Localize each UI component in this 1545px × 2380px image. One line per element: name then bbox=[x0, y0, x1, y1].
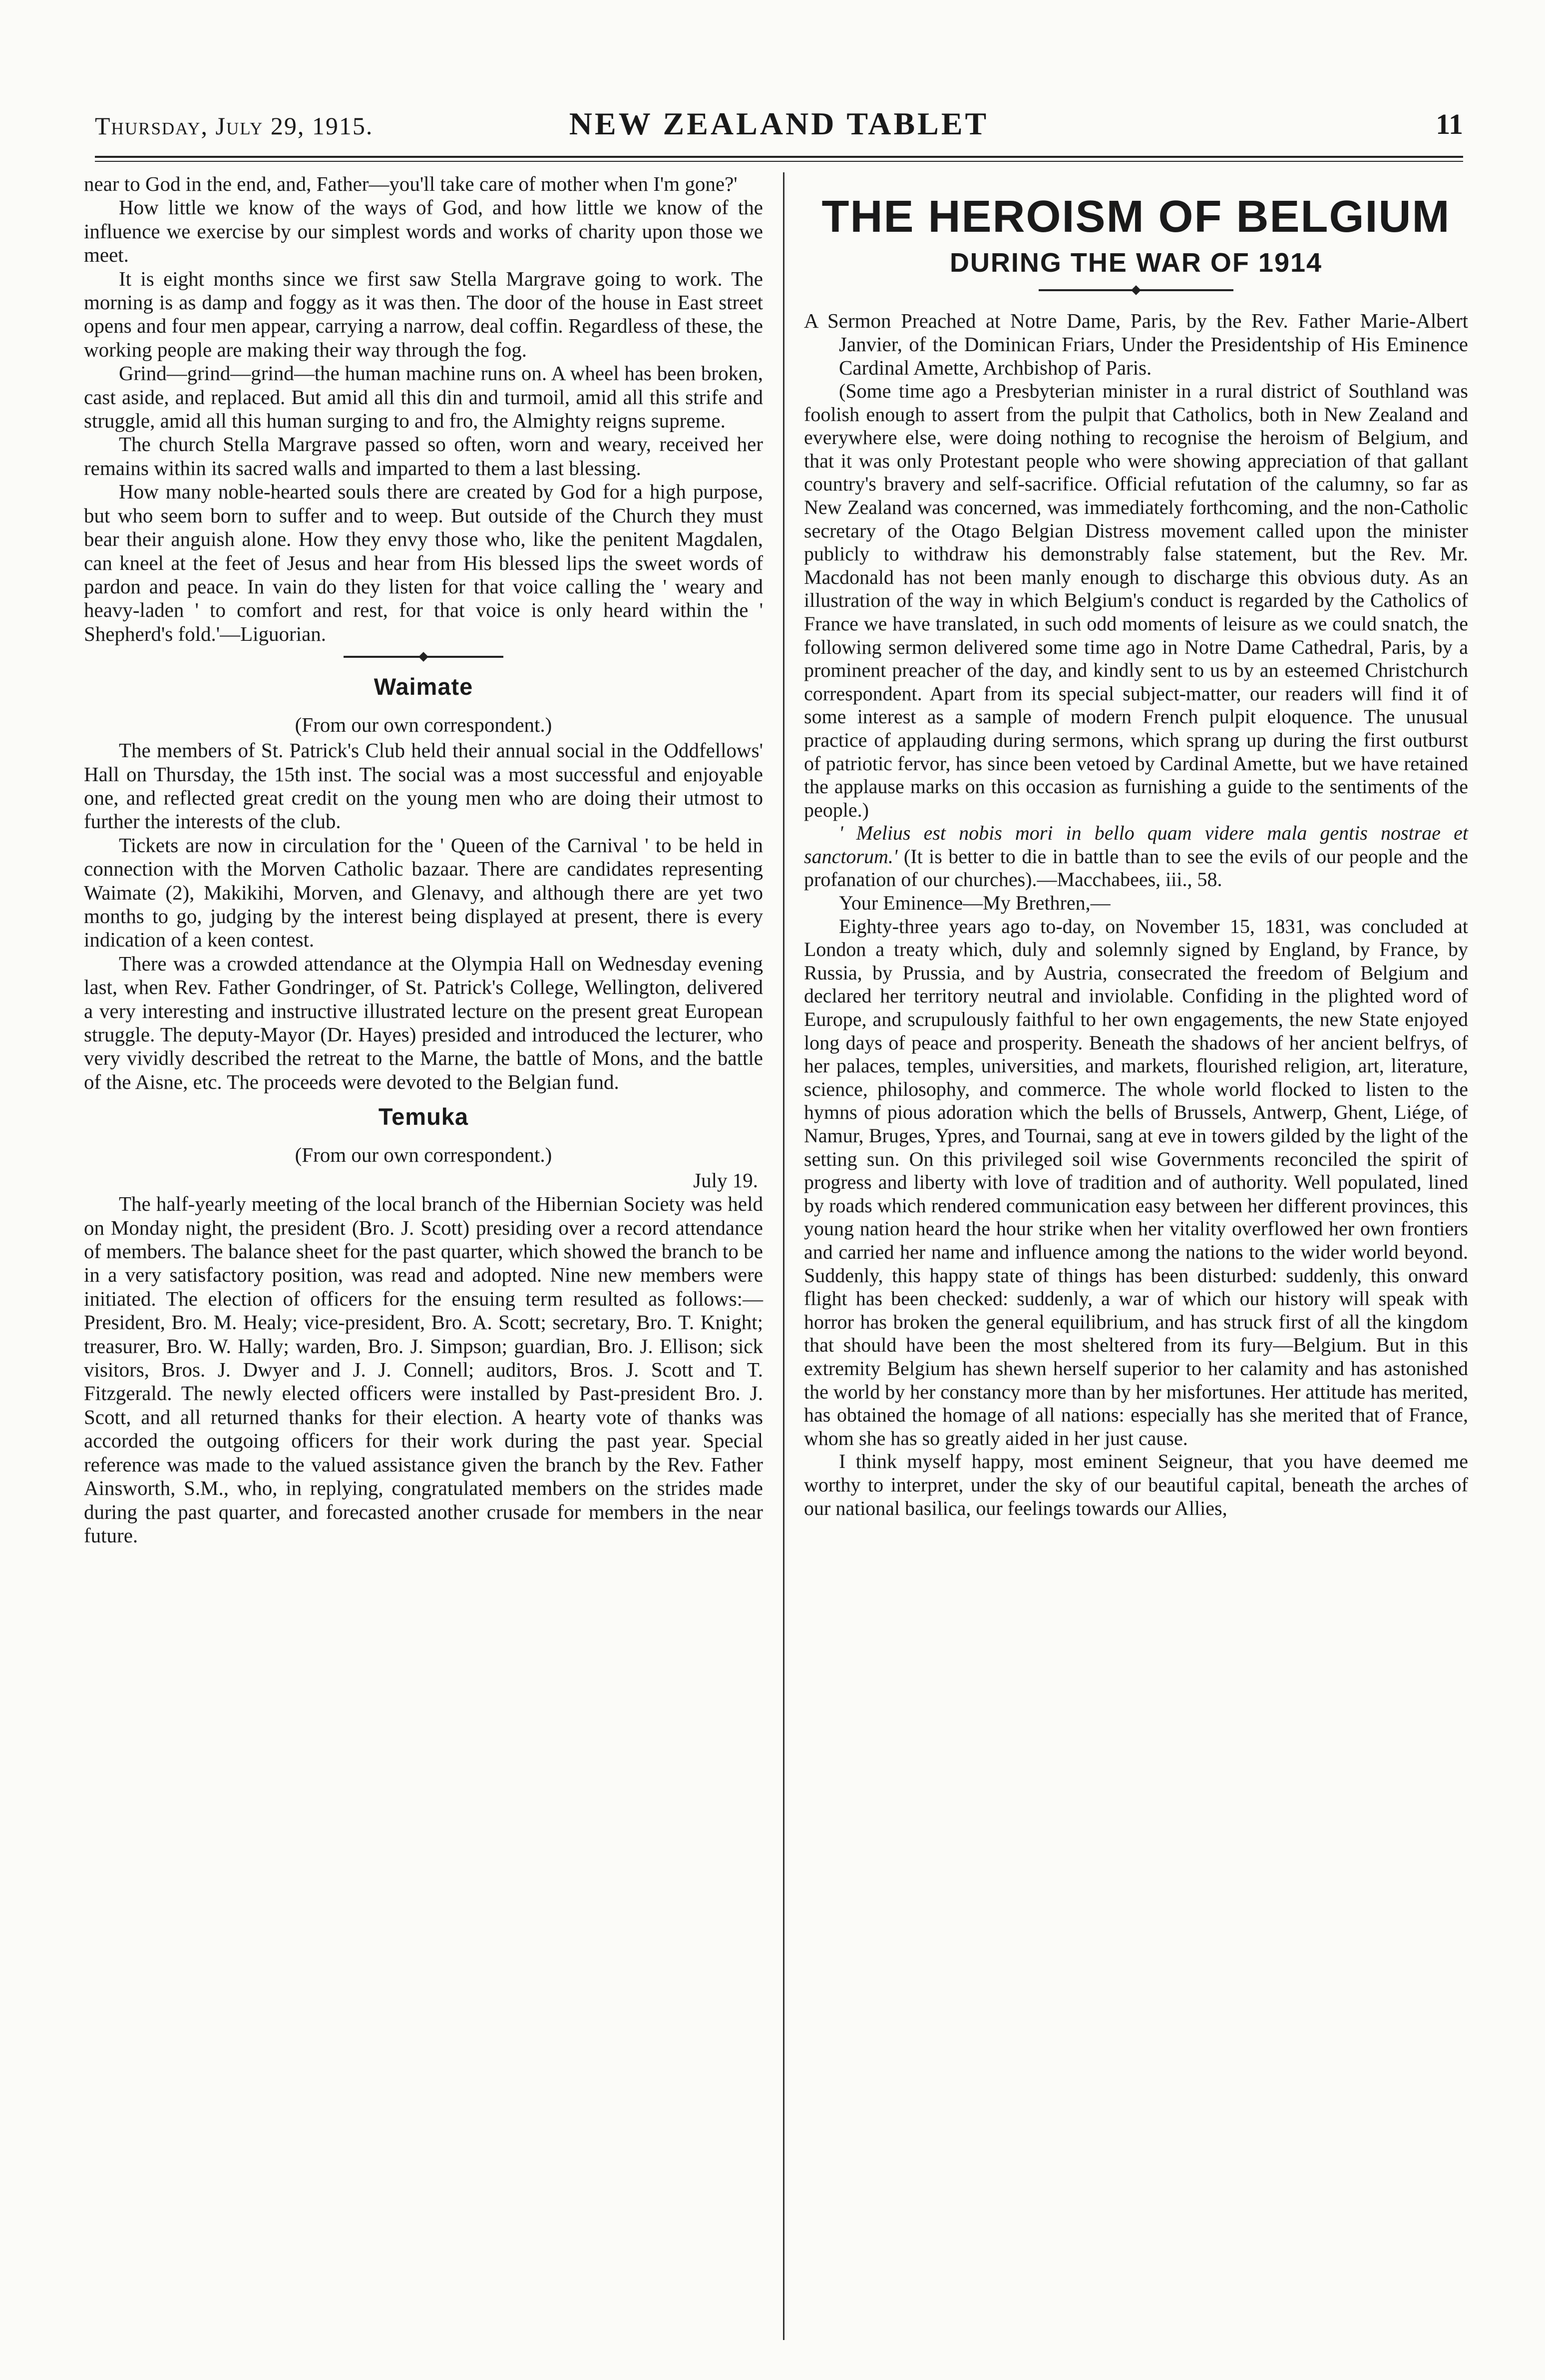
story-continuation-paragraph: How little we know of the ways of God, and how little we know of the influence we exercise by our simplest words and works of charity upon those we meet. bbox=[84, 196, 763, 267]
waimate-paragraph: There was a crowded attendance at the Olympia Hall on Wednesday evening last, when Rev. Father Gondringer, of St. Patrick's College, Wellington, delivered a very interesting and instructive illustrated lecture on the present great European struggle. The deputy-Mayor (Dr. Hayes) presided and introduced the lecturer, who very vividly described the retreat to the Marne, the battle of Mons, and the battle of the Aisne, etc. The proceeds were devoted to the Belgian fund. bbox=[84, 952, 763, 1093]
temuka-paragraph: The half-yearly meeting of the local branch of the Hibernian Society was held on Monday night, the president (Bro. J. Scott) presiding over a record attendance of members. The balance sheet for the past quarter, which showed the branch to be in a very satisfactory position, was read and adopted. Nine new members were initiated. The election of officers for the ensuing term resulted as follows:—President, Bro. M. Healy; vice-president, Bro. A. Scott; secretary, Bro. T. Knight; treasurer, Bro. W. Hally; warden, Bro. J. Simpson; guardian, Bro. J. Ellison; sick visitors, Bros. J. Dwyer and J. J. Connell; auditors, Bros. J. Scott and T. Fitzgerald. The newly elected officers were installed by Past-president Bro. J. Scott, and all returned thanks for their election. A hearty vote of thanks was accorded the outgoing officers for their work during the past year. Special reference was made to the valued assistance given the branch by the Rev. Father Ainsworth, S.M., who, in replying, congratulated members on the strides made during the past quarter, and forecasted another crusade for members in the near future. bbox=[84, 1192, 763, 1547]
masthead-rule-thick bbox=[95, 156, 1463, 158]
story-continuation-paragraph: It is eight months since we first saw Stella Margrave going to work. The morning is as damp and foggy as it was then. The door of the house in East street opens and four men appear, carrying a narrow, deal coffin. Regardless of these, the working people are making their way through the fog. bbox=[84, 267, 763, 361]
salutation: Your Eminence—My Brethren,— bbox=[839, 892, 1111, 915]
sermon-paragraph: Eighty-three years ago to-day, on November 15, 1831, was concluded at London a treaty which, duly and solemnly signed by England, by France, by Russia, by Prussia, and by Austria, consecrated the freedom of Belgium and declared her territory neutral and inviolable. Confiding in the plighted word of Europe, and scrupulously faithful to her own engagements, the new State enjoyed long days of peace and prosperity. Beneath the shadows of her ancient belfrys, of her palaces, temples, universities, and markets, flourished religion, art, literature, science, philosophy, and commerce. The whole world flocked to listen to the hymns of pious adoration which the bells of Brussels, Antwerp, Ghent, Liége, of Namur, Bruges, Ypres, and Tournai, sang at eve in towers gilded by the light of the setting sun. On this privileged soil wise Governments reconciled the spirit of progress and liberty with love of tradition and of authority. Well populated, lined by roads which rendered communication easy between her different provinces, this young nation heard the hour strike when her vitality overflowed her own frontiers and carried her name and influence among the nations to the wider world beyond. Suddenly, this happy state of things has been disturbed: suddenly, this onward flight has been checked: suddenly, a war of which our history will speak with horror has broken the general equilibrium, and has struck first of all the kingdom that should have been the most sheltered from its fury—Belgium. But in this extremity Belgium has shewn herself superior to her calamity and has astonished the world by her constancy more than by her misfortunes. Her attitude has merited, has obtained the homage of all nations: especially has she merited that of France, whom she has so greatly aided in her just cause. bbox=[804, 915, 1468, 1449]
left-column bbox=[84, 172, 763, 2340]
story-continuation-paragraph: near to God in the end, and, Father—you'll take care of mother when I'm gone?' bbox=[84, 172, 738, 195]
waimate-paragraph: The members of St. Patrick's Club held their annual social in the Oddfellows' Hall on Thursday, the 15th inst. The social was a most successful and enjoyable one, and reflected great credit on the young men who are doing their utmost to further the interests of the club. bbox=[84, 739, 763, 833]
right-column bbox=[804, 172, 1468, 2340]
editor-note: (Some time ago a Presbyterian minister in a rural district of Southland was foolish enough to assert from the pulpit that Catholics, both in New Zealand and everywhere else, were doing nothing to recognise the heroism of Belgium, and that it was only Protestant people who were showing appreciation of that gallant country's bravery and self-sacrifice. Official refutation of the calumny, so far as New Zealand was concerned, was immediately forthcoming, and the non-Catholic secretary of the Otago Belgian Distress movement called upon the minister publicly to withdraw his demonstrably false statement, but the Rev. Mr. Macdonald has not been manly enough to discharge this obvious duty. As an illustration of the way in which Belgium's conduct is regarded by the Catholics of France we have translated, in such odd moments of leisure as we could snatch, the following sermon delivered some time ago in Notre Dame Cathedral, Paris, by a prominent preacher of the day, and kindly sent to us by an esteemed Christchurch correspondent. Apart from its special subject-matter, our readers will find it of some interest as a sample of modern French pulpit eloquence. The unusual practice of applauding during sermons, which sprang up during the first outburst of patriotic fervor, has since been vetoed by Cardinal Amette, but we have retained the applause marks on this occasion as furnishing a guide to the sentiments of the people.) bbox=[804, 380, 1468, 821]
title-divider bbox=[1039, 289, 1233, 291]
section-divider bbox=[344, 656, 503, 658]
article-title: THE HEROISM OF BELGIUM bbox=[821, 192, 1451, 242]
issue-date: Thursday, July 29, 1915. bbox=[95, 112, 374, 140]
sermon-intro: A Sermon Preached at Notre Dame, Paris, by the Rev. Father Marie-Albert Janvier, of the Dominican Friars, Under the Presidentship of His Eminence Cardinal Amette, Archbishop of Paris. bbox=[804, 309, 1468, 379]
story-continuation-paragraph: The church Stella Margrave passed so often, worn and weary, received her remains within its sacred walls and imparted to them a last blessing. bbox=[84, 433, 763, 479]
story-continuation-paragraph: Grind—grind—grind—the human machine runs on. A wheel has been broken, cast aside, and replaced. But amid all this din and turmoil, amid all this strife and struggle, amid all this human surging to and fro, the Almighty reigns supreme. bbox=[84, 362, 763, 433]
article-subtitle: DURING THE WAR OF 1914 bbox=[949, 248, 1323, 278]
waimate-paragraph: Tickets are now in circulation for the ' Queen of the Carnival ' to be held in connection with the Morven Catholic bazaar. There are candidates representing Waimate (2), Makikihi, Morven, and Glenavy, and although there are yet two months to go, judging by the interest being displayed at present, there is every indication of a keen contest. bbox=[84, 833, 763, 952]
temuka-dateline: July 19. bbox=[693, 1169, 758, 1192]
sermon-paragraph: I think myself happy, most eminent Seigneur, that you have deemed me worthy to interpret, under the sky of our beautiful capital, beneath the arches of our national basilica, our feelings towards our Allies, bbox=[804, 1450, 1468, 1519]
temuka-heading: Temuka bbox=[378, 1103, 469, 1130]
page-number: 11 bbox=[1436, 108, 1463, 140]
story-continuation-paragraph: How many noble-hearted souls there are created by God for a high purpose, but who seem born to suffer and to weep. But outside of the Church they must bear their anguish alone. How they envy those who, like the penitent Magdalen, can kneel at the feet of Jesus and hear from His blessed lips the sweet words of pardon and peace. In vain do they listen for that voice calling the ' weary and heavy-laden ' to comfort and rest, for that voice is only heard within the ' Shepherd's fold.'—Liguorian. bbox=[84, 480, 763, 645]
masthead bbox=[95, 107, 1463, 157]
quote-translation: (It is better to die in battle than to see the evils of our people and the profanation of our churches).—Macchabees, iii., 58. bbox=[804, 845, 1469, 891]
column-divider bbox=[783, 172, 784, 2340]
masthead-rule-thin bbox=[95, 161, 1463, 162]
temuka-byline: (From our own correspondent.) bbox=[295, 1143, 552, 1167]
waimate-heading: Waimate bbox=[374, 673, 473, 700]
waimate-byline: (From our own correspondent.) bbox=[295, 713, 552, 737]
scripture-quote bbox=[804, 822, 1468, 892]
latin-quote: ' Melius est nobis mori in bello quam videre mala gentis nostrae et sanctorum.' bbox=[804, 822, 1468, 868]
newspaper-title: NEW ZEALAND TABLET bbox=[569, 106, 989, 141]
